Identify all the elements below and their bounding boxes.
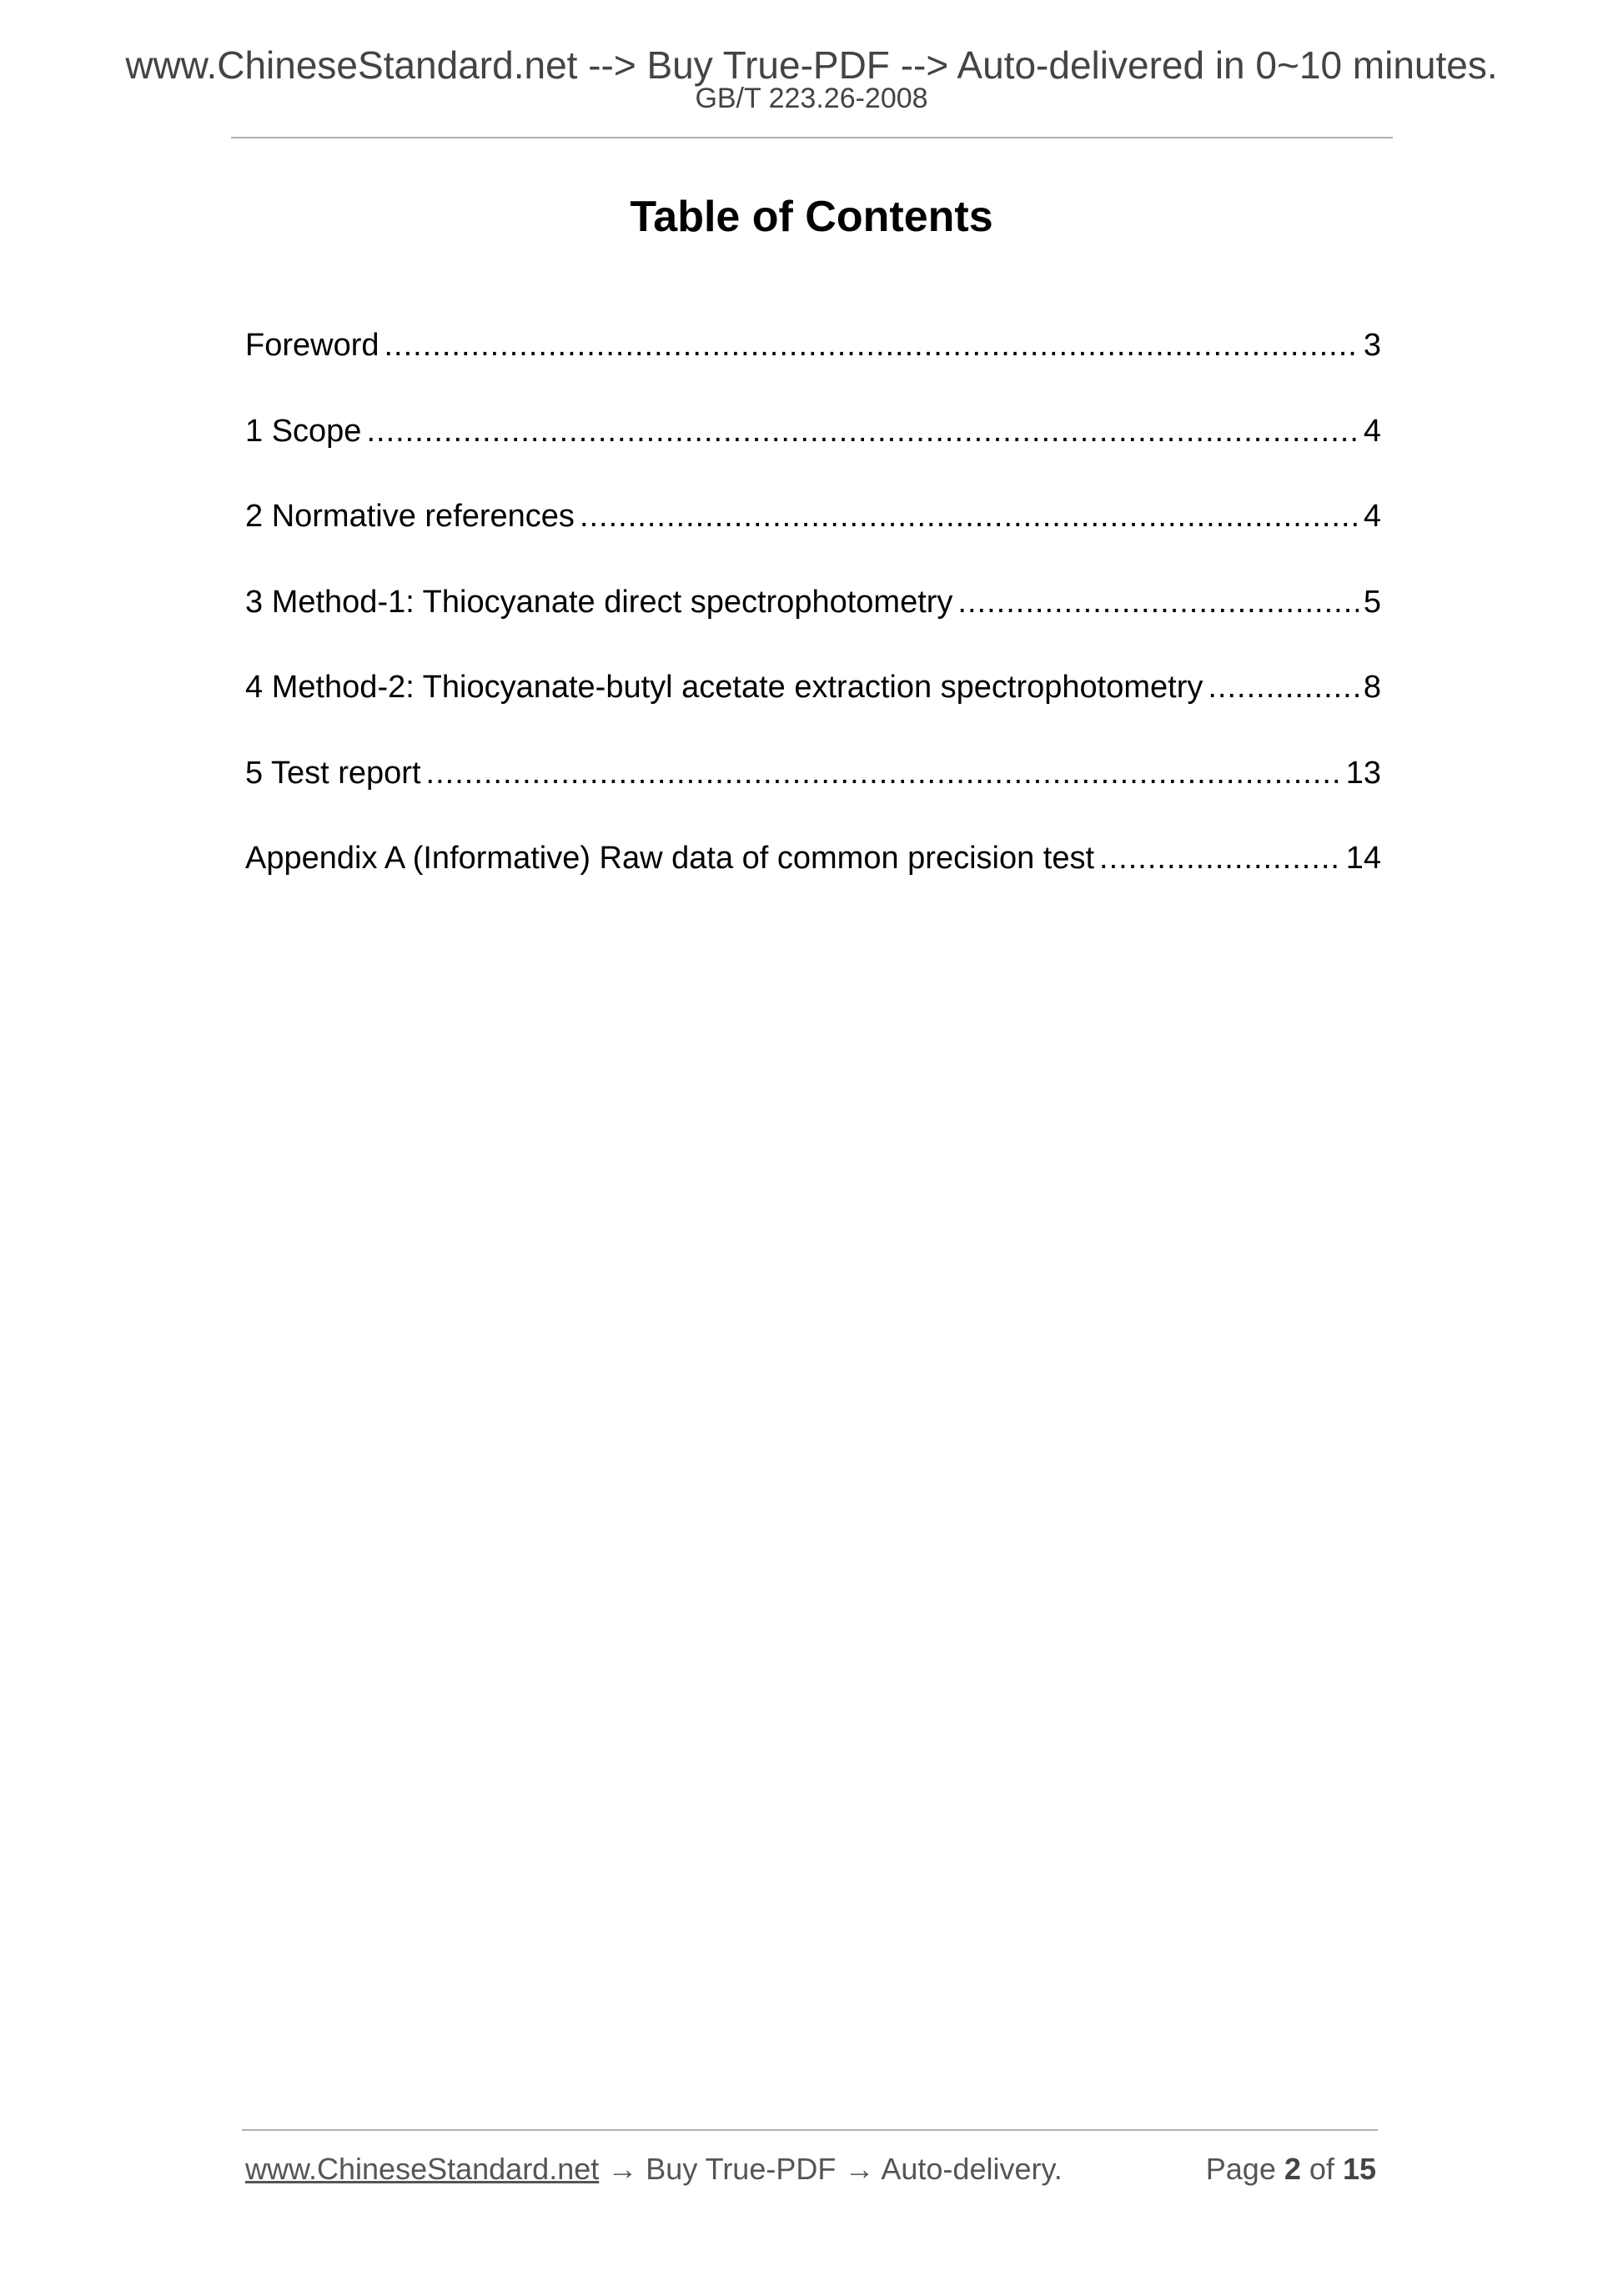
toc-entry-label: 3 Method-1: Thiocyanate direct spectrophotometry [245, 584, 953, 620]
toc-dot-leader [580, 493, 1359, 540]
page-indicator [1206, 2148, 1376, 2191]
table-of-contents [245, 322, 1381, 921]
toc-dot-leader [1099, 835, 1341, 882]
toc-entry-foreword[interactable] [245, 322, 1381, 408]
toc-entry-page: 3 [1363, 328, 1381, 363]
footer-buy-text: Buy True-PDF [646, 2152, 837, 2186]
toc-entry-page: 4 [1363, 413, 1381, 449]
toc-dot-leader [426, 750, 1341, 796]
toc-entry-label: Foreword [245, 328, 379, 363]
toc-entry-label: 2 Normative references [245, 499, 575, 534]
toc-entry-label: 5 Test report [245, 755, 421, 791]
page-footer [245, 2148, 1376, 2191]
toc-entry-method-1[interactable] [245, 579, 1381, 665]
toc-dot-leader [1208, 664, 1358, 711]
toc-entry-normative-references[interactable] [245, 493, 1381, 579]
toc-entry-label: Appendix A (Informative) Raw data of common precision test [245, 841, 1095, 876]
current-page-number: 2 [1284, 2152, 1301, 2186]
toc-entry-appendix-a[interactable] [245, 835, 1381, 921]
footer-divider [242, 2129, 1378, 2131]
page-word: Page [1205, 2152, 1276, 2186]
toc-entry-page: 14 [1345, 841, 1381, 876]
footer-delivery-text: Auto-delivery. [881, 2152, 1063, 2186]
arrow-right-icon: → [844, 2152, 875, 2186]
toc-entry-label: 1 Scope [245, 413, 362, 449]
toc-title: Table of Contents [630, 193, 993, 241]
toc-entry-page: 5 [1363, 584, 1381, 620]
toc-entry-scope[interactable] [245, 408, 1381, 494]
toc-entry-page: 13 [1345, 755, 1381, 791]
toc-entry-label: 4 Method-2: Thiocyanate-butyl acetate extraction spectrophotometry [245, 670, 1203, 705]
toc-dot-leader [366, 408, 1358, 455]
toc-dot-leader [957, 579, 1358, 625]
footer-promo [245, 2148, 1063, 2191]
of-word: of [1309, 2152, 1334, 2186]
toc-entry-test-report[interactable] [245, 750, 1381, 836]
header-banner: www.ChineseStandard.net --> Buy True-PDF --> Auto-delivered in 0~10 minutes. [125, 43, 1498, 87]
toc-entry-page: 4 [1363, 499, 1381, 534]
footer-site-link[interactable]: www.ChineseStandard.net [245, 2152, 600, 2186]
toc-entry-page: 8 [1363, 670, 1381, 705]
arrow-right-icon: → [607, 2152, 638, 2186]
document-code: GB/T 223.26-2008 [695, 83, 928, 114]
toc-entry-method-2[interactable] [245, 664, 1381, 750]
header-divider [231, 137, 1393, 138]
total-page-count: 15 [1342, 2152, 1376, 2186]
toc-dot-leader [384, 322, 1359, 369]
